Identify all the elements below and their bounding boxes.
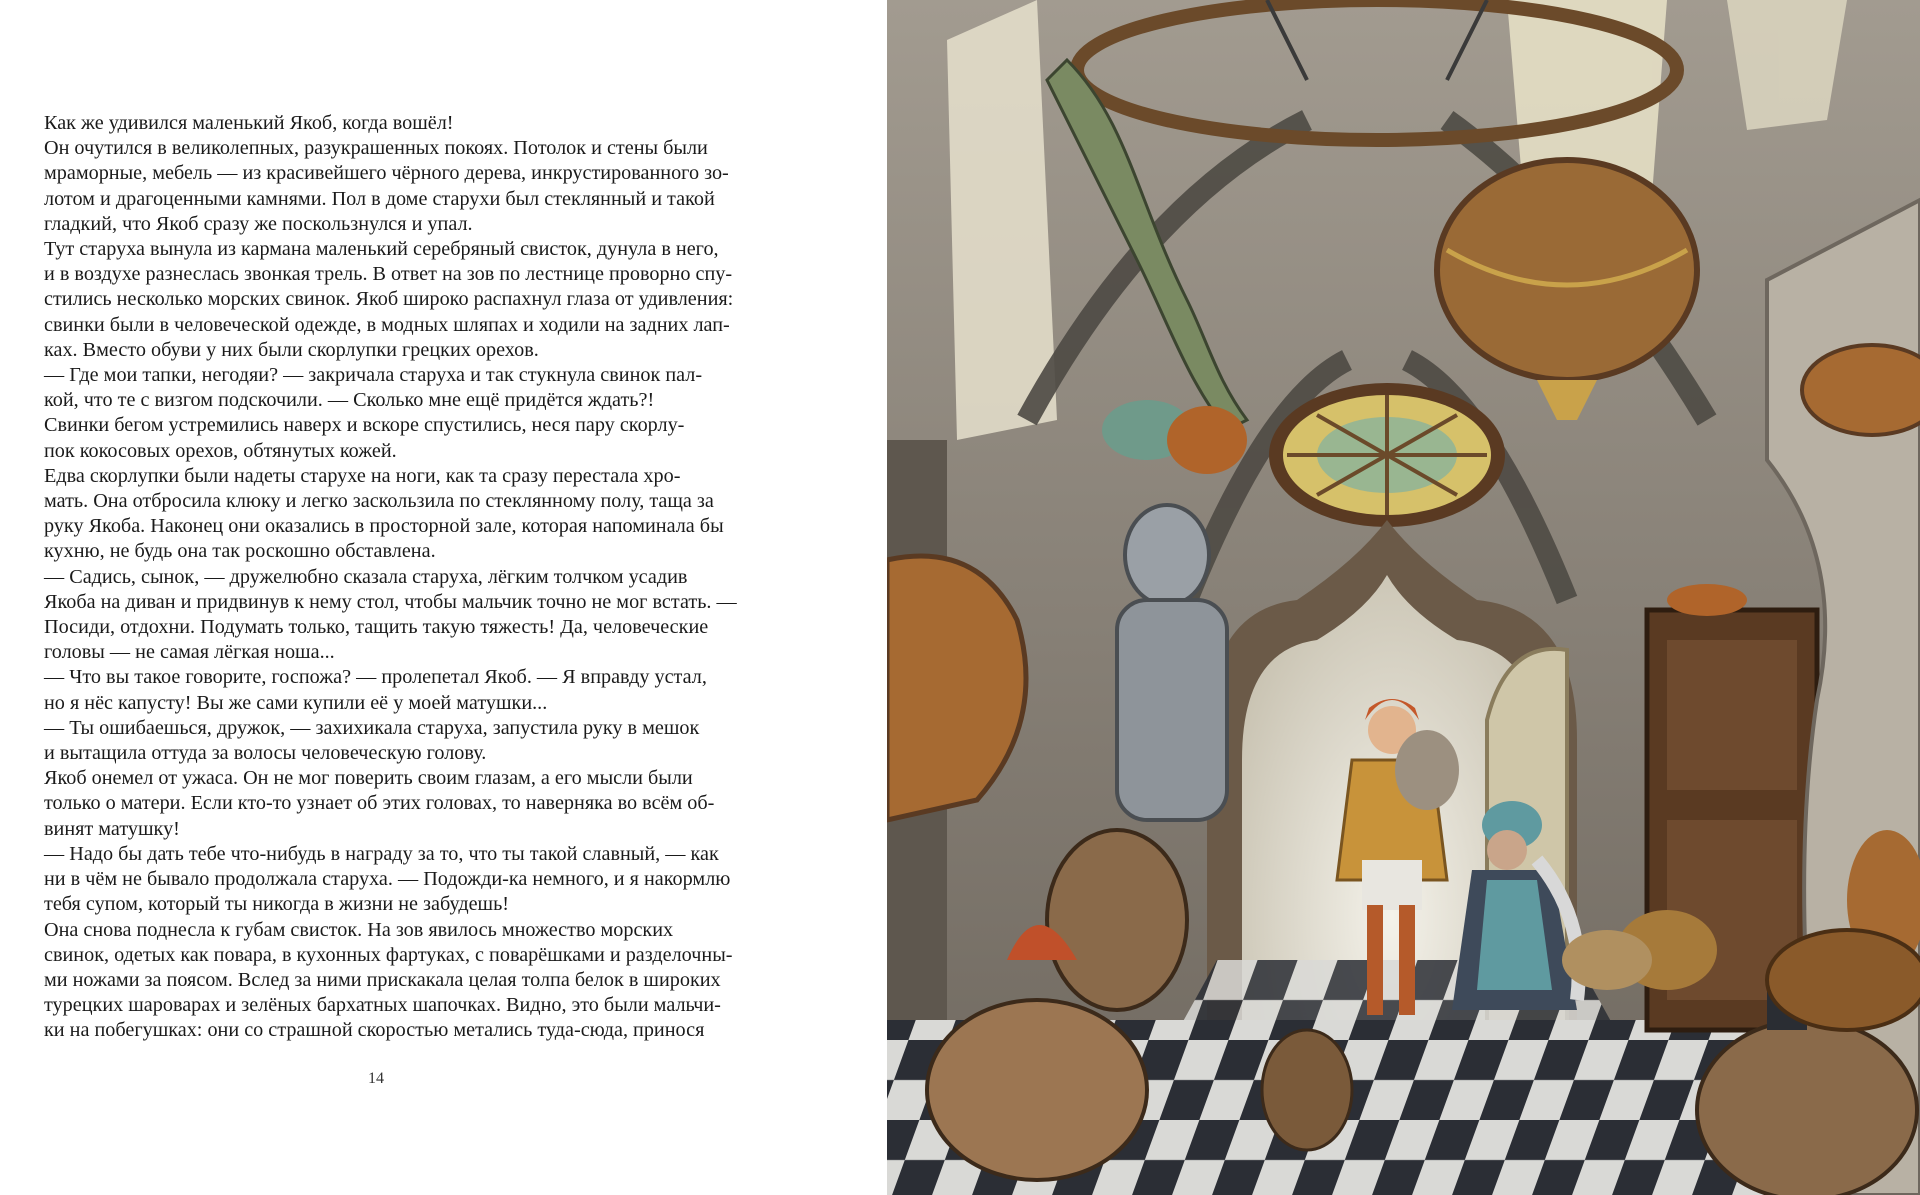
- text-line: стились несколько морских свинок. Якоб широко распахнул глаза от удивления:: [44, 288, 734, 311]
- text-line: Он очутился в великолепных, разукрашенных покоях. Потолок и стены были: [44, 137, 708, 160]
- text-line: мраморные, мебель — из красивейшего чёрного дерева, инкрустированного зо-: [44, 162, 729, 185]
- rose-window: [1269, 383, 1505, 527]
- text-line: винят матушку!: [44, 817, 180, 840]
- text-line: кухню, не будь она так роскошно обставлена.: [44, 540, 436, 563]
- text-line: и в воздухе разнеслась звонкая трель. В ответ на зов по лестнице проворно спу-: [44, 263, 733, 286]
- text-line: и вытащила оттуда за волосы человеческую голову.: [44, 742, 487, 765]
- text-line: Как же удивился маленький Якоб, когда вошёл!: [44, 112, 454, 134]
- text-line: Она снова поднесла к губам свисток. На зов явилось множество морских: [44, 918, 674, 941]
- text-line: Тут старуха вынула из кармана маленький серебряный свисток, дунула в него,: [44, 238, 719, 261]
- text-line: Якоб онемел от ужаса. Он не мог поверить своим глазам, а его мысли были: [44, 767, 693, 790]
- page-number: 14: [368, 1070, 384, 1087]
- illustration-page: [887, 0, 1920, 1195]
- left-page: [0, 0, 887, 1195]
- text-line: — Где мои тапки, негодяи? — закричала старуха и так стукнула свинок пал-: [44, 364, 703, 387]
- text-line: ки на побегушках: они со страшной скоростью метались туда-сюда, принося: [44, 1019, 705, 1042]
- text-line: головы — не самая лёгкая ноша...: [44, 641, 335, 664]
- text-line: только о матери. Если кто-то узнает об этих головах, то наверняка во всём об-: [44, 792, 715, 815]
- text-line: но я нёс капусту! Вы же сами купили её у моей матушки...: [44, 691, 548, 714]
- story-text: [44, 111, 744, 1044]
- text-line: лотом и драгоценными камнями. Пол в доме старухи был стеклянный и такой: [44, 187, 715, 210]
- text-line: кой, что те с визгом подскочили. — Сколько мне ещё придётся ждать?!: [44, 389, 655, 412]
- text-line: пок кокосовых орехов, обтянутых кожей.: [44, 439, 397, 462]
- text-line: Едва скорлупки были надеты старухе на ноги, как та сразу перестала хро-: [44, 464, 681, 487]
- text-line: ках. Вместо обуви у них были скорлупки грецких орехов.: [44, 338, 539, 361]
- text-line: — Что вы такое говорите, госпожа? — пролепетал Якоб. — Я вправду устал,: [44, 666, 707, 689]
- text-line: турецких шароварах и зелёных бархатных шапочках. Видно, это были мальчи-: [44, 994, 721, 1017]
- text-line: мать. Она отбросила клюку и легко заскользила по стеклянному полу, таща за: [44, 490, 714, 513]
- text-line: свинок, одетых как повара, в кухонных фартуках, с поварёшками и разделочны-: [44, 943, 733, 966]
- text-line: ни в чём не бывало продолжала старуха. — Подожди-ка немного, и я накормлю: [44, 868, 731, 891]
- text-line: — Ты ошибаешься, дружок, — захихикала старуха, запустила руку в мешок: [44, 716, 700, 739]
- text-line: гладкий, что Якоб сразу же поскользнулся и упал.: [44, 212, 473, 235]
- text-line: Якоба на диван и придвинув к нему стол, чтобы мальчик точно не мог встать. —: [44, 590, 737, 613]
- text-line: свинки были в человеческой одежде, в модных шляпах и ходили на задних лап-: [44, 313, 730, 336]
- text-line: Посиди, отдохни. Подумать только, тащить такую тяжесть! Да, человеческие: [44, 616, 709, 639]
- text-line: тебя супом, который ты никогда в жизни не забудешь!: [44, 893, 510, 916]
- text-line: ми ножами за поясом. Вслед за ними прискакала целая толпа белок в широких: [44, 968, 721, 991]
- text-line: — Садись, сынок, — дружелюбно сказала старуха, лёгким толчком усадив: [44, 565, 688, 588]
- text-line: Свинки бегом устремились наверх и вскоре спустились, неся пару скорлу-: [44, 414, 685, 437]
- text-line: — Надо бы дать тебе что-нибудь в награду за то, что ты такой славный, — как: [44, 842, 719, 865]
- kitchen-hall-illustration: [887, 0, 1920, 1195]
- text-line: руку Якоба. Наконец они оказались в просторной зале, которая напоминала бы: [44, 515, 724, 538]
